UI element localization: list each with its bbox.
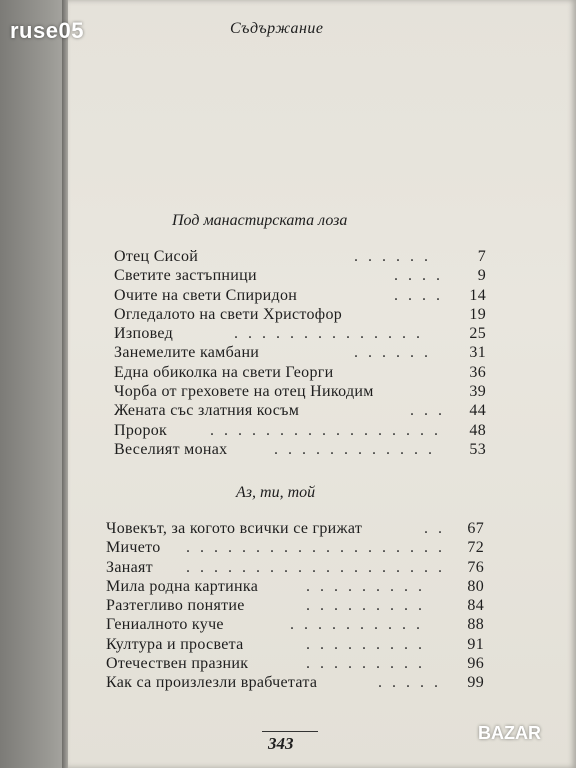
leader-dots: . . . . . . . . . [306,577,425,595]
toc-entry[interactable] [114,267,486,286]
toc-entry-page: 80 [467,577,484,595]
toc-entry-page: 14 [469,286,486,304]
toc-entry-title: Отец Сисой [114,248,199,265]
bazar-logo [466,718,572,758]
toc-entry[interactable] [106,674,484,693]
toc-entry-page: 31 [469,344,486,362]
toc-entry[interactable] [106,520,484,539]
leader-dots: . . . . . . . . . . . . . . . . . . . [186,539,445,557]
toc-entry[interactable] [114,248,486,267]
toc-entry-page: 88 [467,616,484,634]
toc-entry-title: Една обиколка на свети Георги [114,363,334,381]
toc-entry[interactable] [106,539,484,558]
leader-dots: . . . . . . [354,248,431,265]
leader-dots: . . . . . . . . . [306,635,425,653]
toc-entry[interactable] [106,597,484,616]
toc-entry-page: 53 [469,440,486,458]
toc-entry[interactable] [114,325,486,344]
toc-entry-title: Мичето [106,539,161,557]
toc-entry-title: Култура и просвета [106,635,244,653]
toc-entry-page: 25 [469,325,486,343]
toc-entry-title: Занаят [106,558,153,576]
site-watermark: ruse05 [10,18,84,43]
toc-entry-title: Как са произлезли врабчетата [106,674,318,692]
toc-entry[interactable] [114,402,486,421]
toc-entry-page: 19 [469,305,486,323]
section-title-1: Под манастирската лоза [172,212,348,229]
toc-entry[interactable] [106,655,484,674]
background-surface [0,0,70,768]
toc-entry[interactable] [114,344,486,363]
toc-entry-title: Гениалното куче [106,616,224,634]
page-heading: Съдържание [230,20,324,37]
toc-entry-page: 67 [467,520,484,537]
toc-entry-page: 48 [469,421,486,439]
toc-entry-page: 7 [477,248,486,265]
toc-entry[interactable] [114,441,486,460]
toc-entry-page: 9 [477,267,486,285]
leader-dots: . . . . . . . . . . . . . . . . . . . [186,558,445,576]
toc-entry-title: Светите застъпници [114,267,257,285]
toc-entry[interactable] [114,364,486,383]
toc-entry-title: Веселият монах [114,440,228,458]
toc-entry[interactable] [106,636,484,655]
toc-entry[interactable] [106,559,484,578]
toc-entry-page: 36 [469,363,486,381]
toc-list-section-1 [114,248,486,460]
toc-entry[interactable] [106,616,484,635]
toc-entry-title: Разтегливо понятие [106,597,245,615]
leader-dots: . . . [410,402,445,420]
leader-dots: . . . . [394,267,443,285]
section-title-2: Аз, ти, той [236,484,316,501]
leader-dots: . . [424,520,445,537]
toc-entry-title: Мила родна картинка [106,577,259,595]
toc-entry-page: 39 [469,383,486,401]
toc-entry-title: Очите на свети Спиридон [114,286,298,304]
toc-entry-page: 44 [469,402,486,420]
toc-entry[interactable] [114,383,486,402]
toc-entry[interactable] [114,306,486,325]
toc-entry-title: Отечествен празник [106,655,249,673]
page-number: 343 [268,734,294,753]
toc-entry-page: 84 [467,597,484,615]
toc-entry-title: Изповед [114,325,174,343]
toc-entry-title: Чорба от греховете на отец Никодим [114,383,374,401]
leader-dots: . . . . . . [354,344,431,362]
leader-dots: . . . . . . . . . . . . [274,440,435,458]
toc-entry-title: Занемелите камбани [114,344,260,362]
toc-list-section-2 [106,520,484,694]
bazar-logo-text: BAZAR [478,723,541,743]
leader-dots: . . . . [394,286,443,304]
toc-entry-title: Жената със златния косъм [114,402,300,420]
toc-entry-page: 99 [467,674,484,692]
toc-entry-title: Човекът, за когото всички се грижат [106,520,363,537]
toc-entry-page: 91 [467,635,484,653]
toc-entry-title: Огледалото на свети Христофор [114,305,343,323]
leader-dots: . . . . . . . . . [306,655,425,673]
leader-dots: . . . . . . . . . . . . . . [234,325,423,343]
toc-entry-title: Пророк [114,421,168,439]
leader-dots: . . . . . . . . . [306,597,425,615]
toc-entry[interactable] [114,287,486,306]
toc-entry-page: 96 [467,655,484,673]
toc-entry-page: 76 [467,558,484,576]
leader-dots: . . . . . . . . . . . . . . . . . [210,421,441,439]
leader-dots: . . . . . [378,674,441,692]
leader-dots: . . . . . . . . . . [290,616,423,634]
toc-entry[interactable] [106,578,484,597]
toc-entry[interactable] [114,422,486,441]
toc-entry-page: 72 [467,539,484,557]
page-number-rule [262,731,318,732]
